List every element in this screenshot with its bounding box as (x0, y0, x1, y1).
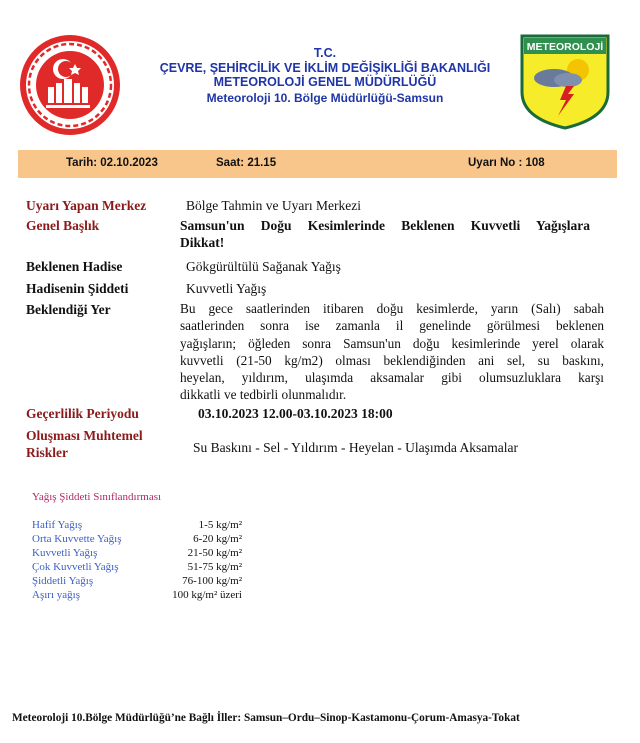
place-line: dikkatli ve tedbirli olunmalıdır. (180, 387, 347, 403)
risks-value: Su Baskını - Sel - Yıldırım - Heyelan - Ulaşımda Aksamalar (193, 440, 518, 455)
header-tc: T.C. (313, 46, 337, 60)
ministry-emblem-icon (18, 33, 122, 137)
intensity-range: 1-5 kg/m² (198, 519, 242, 531)
event-label: Beklenen Hadise (26, 259, 123, 274)
intensity-range: 21-50 kg/m² (187, 547, 242, 559)
place-paragraph (180, 300, 604, 404)
intensity-class: Kuvvetli Yağış (32, 547, 98, 559)
info-date: Tarih: 02.10.2023 (66, 157, 158, 169)
footer-provinces: Meteoroloji 10.Bölge Müdürlüğü’ne Bağlı İller: Samsun–Ordu–Sinop-Kastamonu-Çorum-Amasya-Tokat (12, 712, 520, 724)
validity-label: Geçerlilik Periyodu (26, 406, 139, 421)
svg-text:METEOROLOJİ: METEOROLOJİ (526, 41, 604, 53)
intensity-range: 51-75 kg/m² (187, 561, 242, 573)
intensity-range: 6-20 kg/m² (193, 533, 242, 545)
header-directorate: METEOROLOJİ GENEL MÜDÜRLÜĞÜ (213, 75, 437, 89)
place-label: Beklendiği Yer (26, 302, 111, 317)
title-label: Genel Başlık (26, 218, 100, 233)
header-regional: Meteoroloji 10. Bölge Müdürlüğü-Samsun (206, 91, 444, 105)
place-line: yağışların; öğleden sonra Samsun'un doğu kesimlerinde yerel olarak (180, 335, 604, 351)
info-bar (18, 150, 617, 178)
title-line-2: Dikkat! (180, 235, 225, 250)
severity-label: Hadisenin Şiddeti (26, 281, 129, 296)
intensity-range: 100 kg/m² üzeri (172, 589, 242, 601)
place-line: saatlerinden sonra ise zamanla il genelinde görülmesi beklenen (180, 318, 604, 334)
place-line: Bu gece saatlerinden itibaren doğu kesimlerde, yarın (Salı) sabah (180, 301, 604, 316)
intensity-class: Çok Kuvvetli Yağış (32, 561, 119, 573)
center-label: Uyarı Yapan Merkez (26, 198, 147, 213)
event-value: Gökgürültülü Sağanak Yağış (186, 259, 341, 274)
center-value: Bölge Tahmin ve Uyarı Merkezi (186, 198, 362, 213)
info-time: Saat: 21.15 (216, 157, 277, 169)
place-line: heyelan, yıldırım, ulaşımda aksamalar gibi olumsuzluklara karşı (180, 370, 604, 386)
intensity-range: 76-100 kg/m² (182, 575, 242, 587)
place-line: kuvvetli (21-50 kg/m2) olması beklendiğinden ani sel, su baskını, (180, 352, 604, 368)
intensity-class: Şiddetli Yağış (32, 575, 94, 587)
info-warning-no: Uyarı No : 108 (468, 157, 545, 169)
intensity-class: Orta Kuvvette Yağış (32, 533, 122, 545)
severity-value: Kuvvetli Yağış (186, 281, 267, 296)
title-line-1: Samsun'un Doğu Kesimlerinde Beklenen Kuvvetli Yağışlara (180, 218, 590, 233)
risks-label-line-1: Oluşması Muhtemel (26, 428, 143, 443)
risks-label-line-2: Riskler (26, 445, 68, 460)
intensity-table-title: Yağış Şiddeti Sınıflandırması (32, 491, 162, 503)
intensity-class: Aşırı yağış (32, 589, 80, 601)
header-ministry: ÇEVRE, ŞEHİRCİLİK VE İKLİM DEĞİŞİKLİĞİ BAKANLIĞI (159, 61, 491, 75)
intensity-class: Hafif Yağış (32, 519, 83, 531)
validity-value: 03.10.2023 12.00-03.10.2023 18:00 (198, 406, 393, 421)
meteorology-logo-icon (520, 34, 610, 130)
